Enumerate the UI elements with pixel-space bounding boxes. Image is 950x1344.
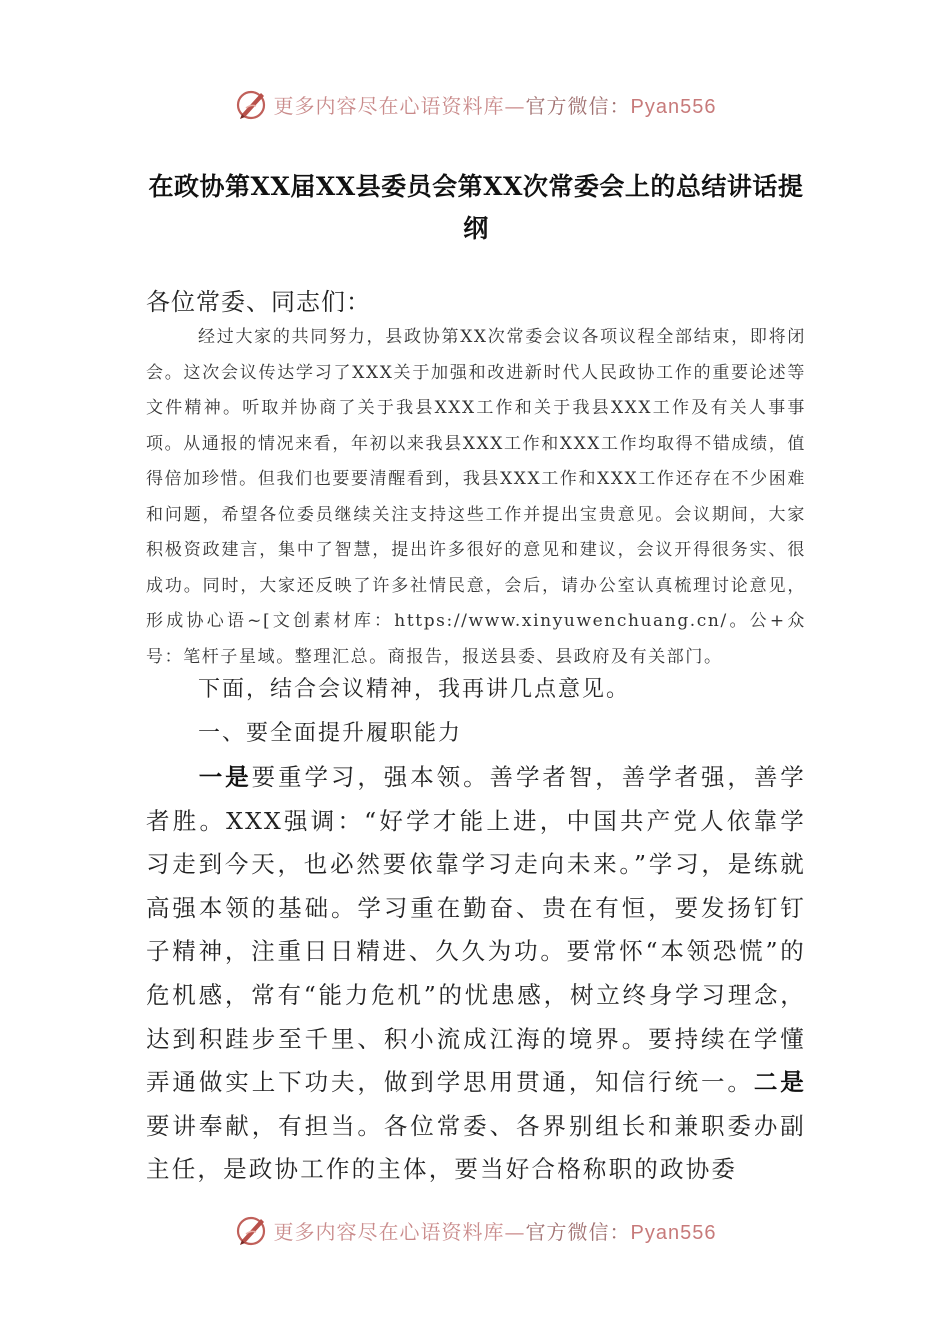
point2-text: 要讲奉献，有担当。各位常委、各界别组长和兼职委办副主任，是政协工作的主体，要当好合格称职的政协委 (146, 1111, 806, 1184)
watermark-text (274, 1216, 717, 1245)
point1-text: 要重学习，强本领。善学者智，善学者强，善学者胜。XXX强调：“好学才能上进，中国共产党人依靠学习走到今天，也必然要依靠学习走向未来。”学习，是练就高强本领的基础。学习重在勤奋、贵在有恒，要发扬钉钉子精神，注重日日精进、久久为功。要常怀“本领恐慌”的危机感，常有“能力危机”的忧患感，树立终身学习理念，达到积跬步至千里、积小流成江海的境界。要持续在学懂弄通做实上下功夫，做到学思用贯通，知信行统一。 (146, 763, 806, 1097)
watermark-text (274, 90, 717, 119)
watermark-dash: — (504, 93, 526, 118)
section-body (146, 756, 806, 1192)
watermark-slogan: 更多内容尽在心语资料库 (273, 1219, 505, 1244)
watermark-wechat-id: Pyan556 (630, 1221, 717, 1244)
section-heading-1: 一、要全面提升履职能力 (198, 721, 463, 746)
pen-logo-icon (234, 1212, 270, 1248)
watermark-dash: — (504, 1219, 526, 1244)
watermark-wechat-label: 官方微信： (525, 1219, 631, 1244)
pen-logo-icon (234, 86, 270, 122)
watermark-wechat-label: 官方微信： (525, 93, 631, 118)
point1-lead: 一是 (198, 763, 252, 791)
opening-paragraph: 经过大家的共同努力，县政协第XX次常委会议各项议程全部结束，即将闭会。这次会议传达学习了XXX关于加强和改进新时代人民政协工作的重要论述等文件精神。听取并协商了关于我县XXX工作和关于我县XXX工作及有关人事事项。从通报的情况来看，年初以来我县XXX工作和XXX工作均取得不错成绩，值得倍加珍惜。但我们也要要清醒看到，我县XXX工作和XXX工作还存在不少困难和问题，希望各位委员继续关注支持这些工作并提出宝贵意见。会议期间，大家积极资政建言，集中了智慧，提出许多很好的意见和建议，会议开得很务实、很成功。同时，大家还反映了许多社情民意，会后，请办公室认真梳理讨论意见，形成协心语~[文创素材库：https://www.xinyuwenchuang.cn/。公+众号：笔杆子星域。整理汇总。商报告，报送县委、县政府及有关部门。 (146, 327, 806, 667)
footer-watermark (0, 1210, 950, 1250)
greeting: 各位常委、同志们： (146, 288, 371, 316)
watermark-wechat-id: Pyan556 (630, 95, 717, 118)
point2-lead: 二是 (753, 1068, 806, 1097)
header-watermark (0, 84, 950, 124)
watermark-slogan: 更多内容尽在心语资料库 (273, 93, 505, 118)
intro-line: 下面，结合会议精神，我再讲几点意见。 (198, 677, 631, 702)
document-title: 在政协第XX届XX县委员会第XX次常委会上的总结讲话提纲 (148, 172, 804, 243)
